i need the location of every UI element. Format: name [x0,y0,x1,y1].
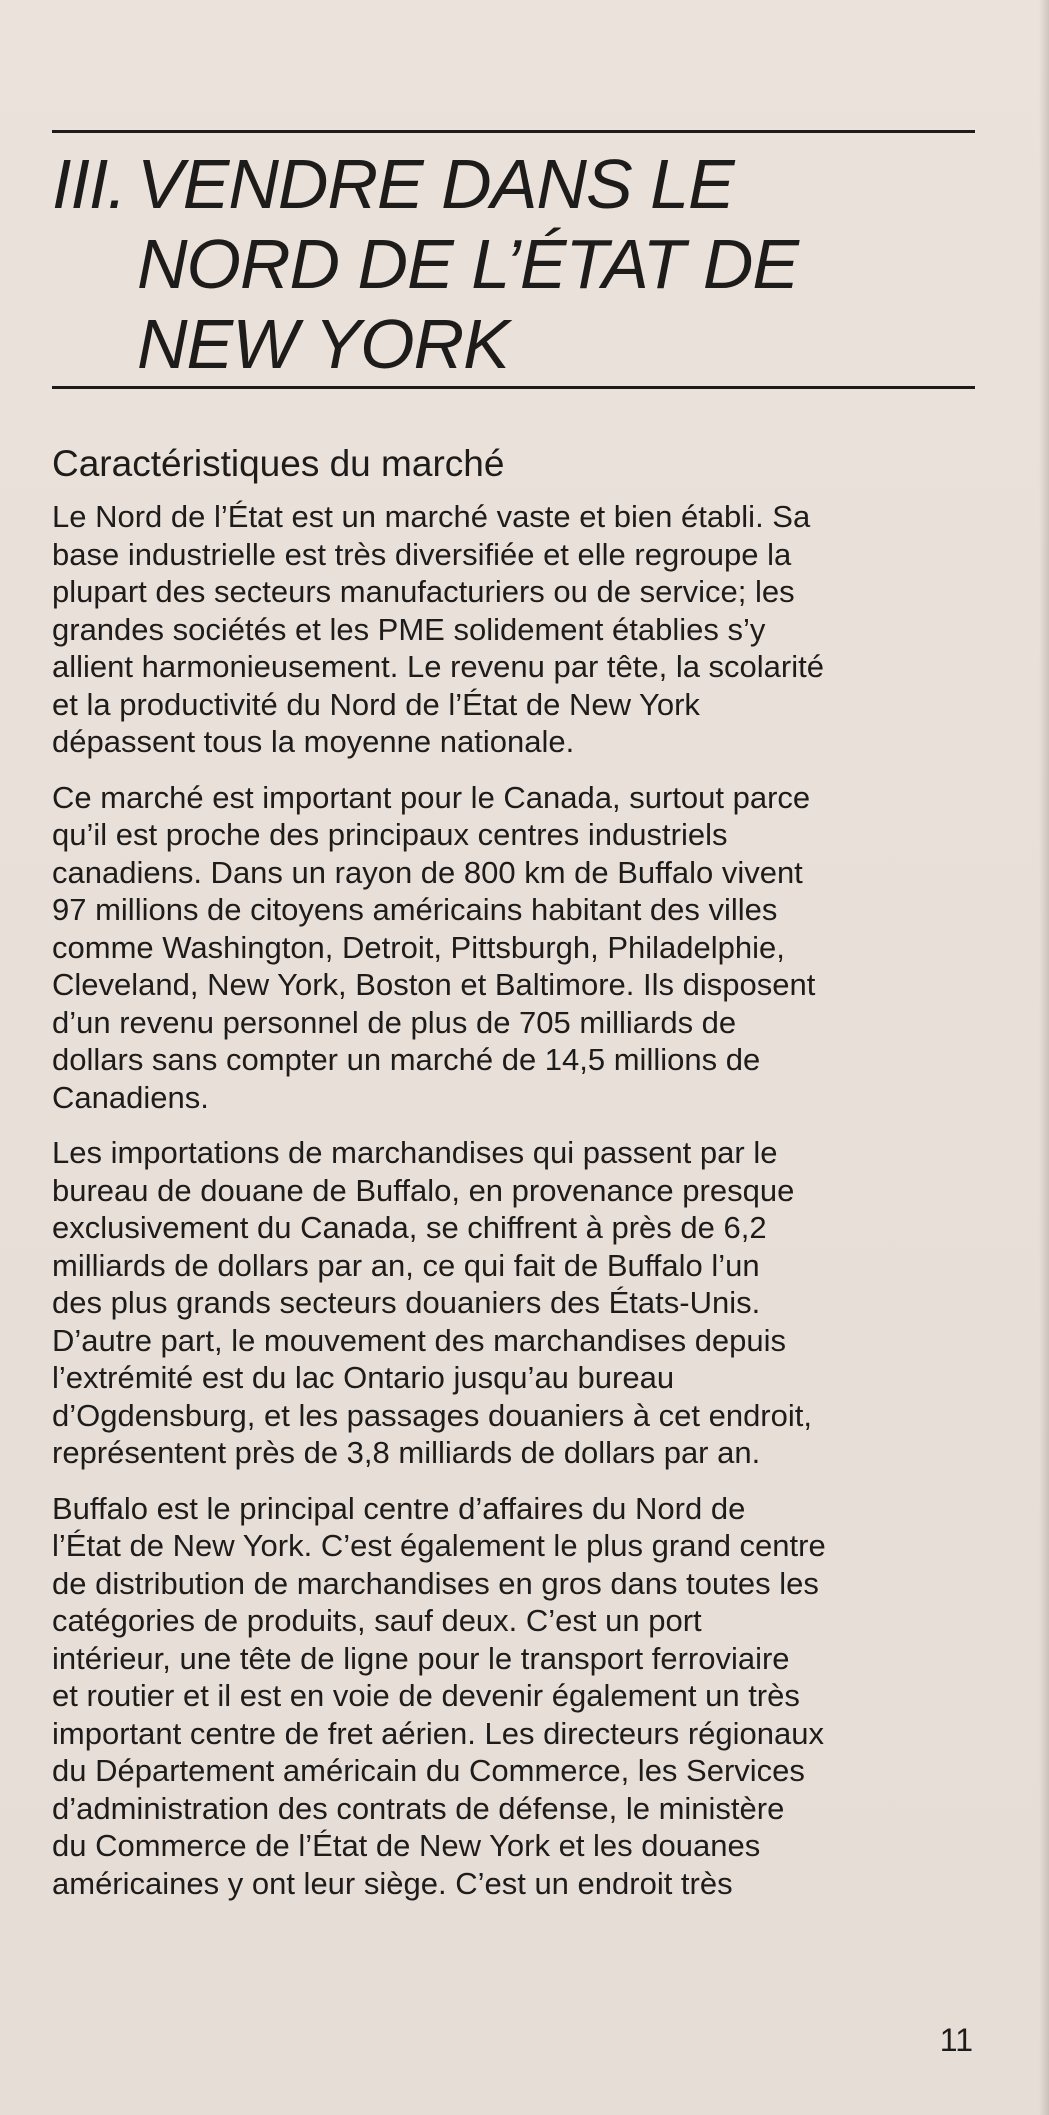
paragraph-line: d’un revenu personnel de plus de 705 milliards de [52,1004,737,1040]
paragraph-line: 97 millions de citoyens américains habitant des villes [52,892,778,927]
paragraph-line: dépassent tous la moyenne nationale. [52,724,575,759]
page-edge-shadow [1039,0,1049,2115]
paragraph-line: comme Washington, Detroit, Pittsburgh, Philadelphie, [52,929,785,965]
chapter-number: III. [52,145,126,223]
paragraph-line: l’extrémité est du lac Ontario jusqu’au bureau [52,1360,675,1395]
paragraph-line: exclusivement du Canada, se chiffrent à près de 6,2 [52,1210,767,1245]
paragraph-line: d’administration des contrats de défense, le ministère [52,1790,785,1826]
paragraph-line: canadiens. Dans un rayon de 800 km de Buffalo vivent [52,854,803,890]
body-text [52,498,992,1920]
paragraph-4 [52,1490,992,1903]
chapter-title-line-3: NEW YORK [137,305,509,383]
paragraph-line: grandes sociétés et les PME solidement établies s’y [52,611,766,647]
paragraph-line: américaines y ont leur siège. C’est un endroit très [52,1865,733,1901]
paragraph-line: bureau de douane de Buffalo, en provenance presque [52,1172,795,1208]
paragraph-line: intérieur, une tête de ligne pour le transport ferroviaire [52,1640,790,1676]
title-rule-top [52,130,975,133]
paragraph-line: qu’il est proche des principaux centres industriels [52,817,728,852]
paragraph-line: d’Ogdensburg, et les passages douaniers à cet endroit, [52,1397,812,1433]
paragraph-line: allient harmonieusement. Le revenu par tête, la scolarité [52,649,824,684]
paragraph-line: milliards de dollars par an, ce qui fait de Buffalo l’un [52,1247,760,1283]
paragraph-line: Cleveland, New York, Boston et Baltimore. Ils disposent [52,967,816,1002]
paragraph-3 [52,1134,992,1472]
chapter-title-line-1: III. VENDRE DANS LE [52,145,734,223]
chapter-title [52,144,982,384]
paragraph-2 [52,779,992,1117]
paragraph-line: des plus grands secteurs douaniers des États-Unis. [52,1285,761,1320]
paragraph-line: catégories de produits, sauf deux. C’est un port [52,1603,702,1638]
paragraph-1 [52,498,992,761]
paragraph-line: Les importations de marchandises qui passent par le [52,1135,778,1170]
section-heading: Caractéristiques du marché [52,443,505,484]
title-rule-bottom [52,386,975,389]
paragraph-line: de distribution de marchandises en gros dans toutes les [52,1565,819,1601]
paragraph-line: dollars sans compter un marché de 14,5 millions de [52,1042,761,1077]
page-number: 11 [939,2022,973,2058]
paragraph-line: plupart des secteurs manufacturiers ou de service; les [52,574,795,609]
paragraph-line: Canadiens. [52,1079,209,1115]
paragraph-line: base industrielle est très diversifiée et elle regroupe la [52,536,792,572]
paragraph-line: important centre de fret aérien. Les directeurs régionaux [52,1715,824,1751]
paragraph-line: Ce marché est important pour le Canada, surtout parce [52,779,811,815]
paragraph-line: D’autre part, le mouvement des marchandises depuis [52,1322,787,1358]
paragraph-line: et routier et il est en voie de devenir également un très [52,1678,800,1713]
chapter-title-line-2: NORD DE L’ÉTAT DE [137,225,799,303]
paragraph-line: représentent près de 3,8 milliards de dollars par an. [52,1435,761,1470]
paragraph-line: et la productivité du Nord de l’État de New York [52,686,700,722]
paragraph-line: l’État de New York. C’est également le plus grand centre [52,1528,826,1563]
paragraph-line: du Département américain du Commerce, les Services [52,1753,805,1788]
paragraph-line: Buffalo est le principal centre d’affaires du Nord de [52,1490,746,1526]
paragraph-line: Le Nord de l’État est un marché vaste et bien établi. Sa [52,499,811,534]
paragraph-line: du Commerce de l’État de New York et les douanes [52,1828,761,1863]
